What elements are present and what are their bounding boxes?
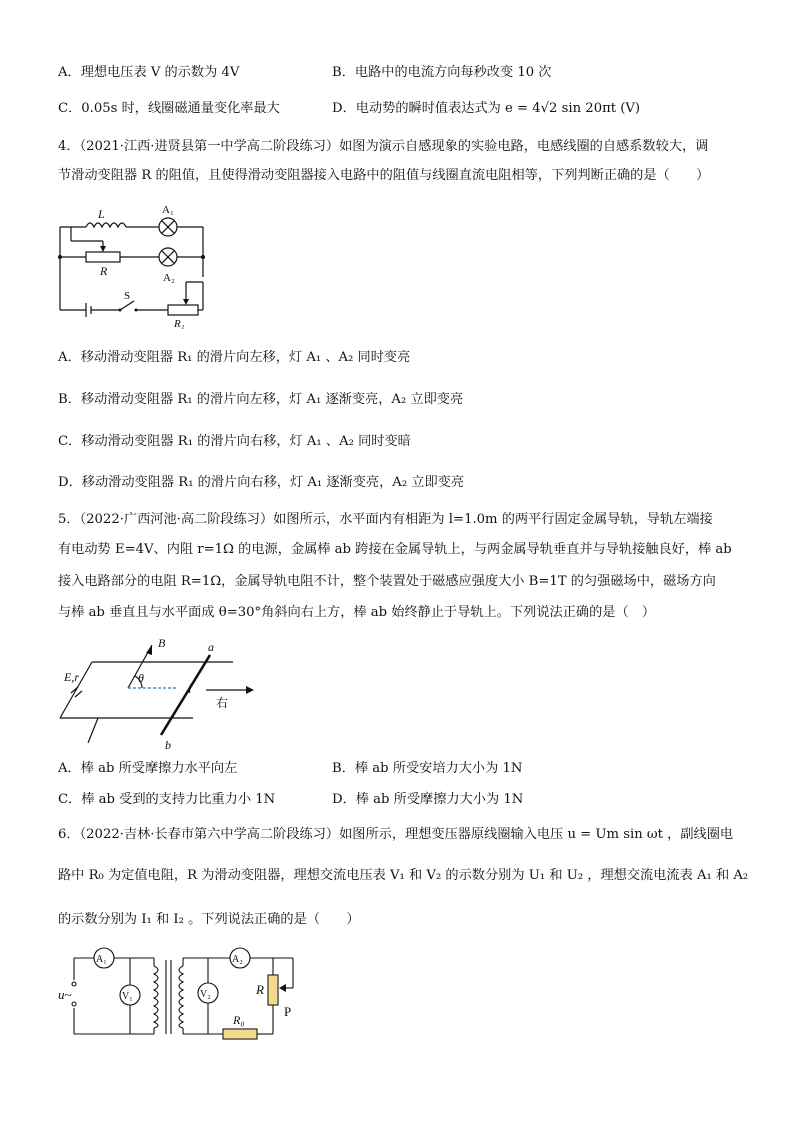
q6-stem-line1: 6．（2022·吉林·长春市第六中学高二阶段练习）如图所示，理想变压器原线圈输入电压 u = Um sin ωt ，副线圈电 (58, 827, 734, 842)
label-R0: R₀ (233, 1013, 245, 1027)
q3-option-c: C．0.05s 时，线圈磁通量变化率最大 (58, 101, 280, 116)
label-theta: θ (138, 671, 144, 685)
q4-option-c: C．移动滑动变阻器 R₁ 的滑片向右移，灯 A₁ 、A₂ 同时变暗 (58, 434, 411, 449)
q5-option-a: A．棒 ab 所受摩擦力水平向左 (58, 761, 238, 776)
label-Er: E,r (64, 670, 79, 684)
q6-stem-line2: 路中 R₀ 为定值电阻，R 为滑动变阻器，理想交流电压表 V₁ 和 V₂ 的示数分别为 U₁ 和 U₂ ，理想交流电流表 A₁ 和 A₂ (58, 868, 749, 883)
q5-stem-line2: 有电动势 E=4V、内阻 r=1Ω 的电源，金属棒 ab 跨接在金属导轨上，与两金属导轨垂直并与导轨接触良好，棒 ab (58, 542, 732, 557)
q3-option-a: A．理想电压表 V 的示数为 4V (58, 65, 240, 80)
meter-A2: A₂ (232, 954, 243, 965)
q3-option-d: D．电动势的瞬时值表达式为 e = 4√2 sin 20πt (V) (332, 101, 641, 116)
q6-transformer-figure (58, 942, 308, 1047)
label-a: a (208, 640, 214, 654)
q4-option-a: A．移动滑动变阻器 R₁ 的滑片向左移，灯 A₁ 、A₂ 同时变亮 (58, 350, 411, 365)
q5-option-c: C．棒 ab 受到的支持力比重力小 1N (58, 792, 276, 807)
label-b: b (165, 738, 171, 752)
label-u: u~ (58, 987, 72, 1002)
label-A1: A₁ (162, 204, 174, 216)
q4-option-b: B．移动滑动变阻器 R₁ 的滑片向左移，灯 A₁ 逐渐变亮，A₂ 立即变亮 (58, 392, 464, 407)
q4-option-d: D．移动滑动变阻器 R₁ 的滑片向右移，灯 A₁ 逐渐变亮，A₂ 立即变亮 (58, 475, 465, 490)
q5-option-d: D．棒 ab 所受摩擦力大小为 1N (332, 792, 524, 807)
meter-V1: V₁ (122, 991, 133, 1002)
label-B: B (158, 636, 166, 650)
label-S: S (124, 290, 131, 302)
label-L: L (98, 207, 105, 221)
label-R: R (256, 982, 264, 997)
label-R1: R₁ (174, 318, 185, 330)
q4-circuit-figure (58, 197, 218, 330)
q6-stem-line3: 的示数分别为 I₁ 和 I₂ 。下列说法正确的是（ ） (58, 912, 360, 927)
meter-V2: V₂ (200, 989, 211, 1000)
q5-stem-line4: 与棒 ab 垂直且与水平面成 θ=30°角斜向右上方，棒 ab 始终静止于导轨上。下列说法正确的是（ ） (58, 605, 656, 620)
meter-A1: A₁ (96, 954, 107, 965)
label-R: R (100, 264, 108, 278)
q4-stem-line1: 4．（2021·江西·进贤县第一中学高二阶段练习）如图为演示自感现象的实验电路，电感线圈的自感系数较大，调 (58, 139, 709, 154)
label-right: 右 (216, 696, 229, 710)
q4-stem-line2: 节滑动变阻器 R 的阻值，且使得滑动变阻器接入电路中的阻值与线圈直流电阻相等，下列判断正确的是（ ） (58, 168, 710, 183)
q5-stem-line1: 5．（2022·广西河池·高二阶段练习）如图所示，水平面内有相距为 l=1.0m 的两平行固定金属导轨，导轨左端接 (58, 512, 713, 527)
label-l: l (188, 681, 192, 696)
label-A2: A₂ (163, 272, 175, 284)
q5-stem-line3: 接入电路部分的电阻 R=1Ω，金属导轨电阻不计，整个装置处于磁感应强度大小 B=1T 的匀强磁场中，磁场方向 (58, 574, 716, 589)
label-P: P (284, 1004, 292, 1019)
q5-rail-figure (58, 635, 268, 750)
q5-option-b: B．棒 ab 所受安培力大小为 1N (332, 761, 523, 776)
q3-option-b: B．电路中的电流方向每秒改变 10 次 (332, 65, 552, 80)
